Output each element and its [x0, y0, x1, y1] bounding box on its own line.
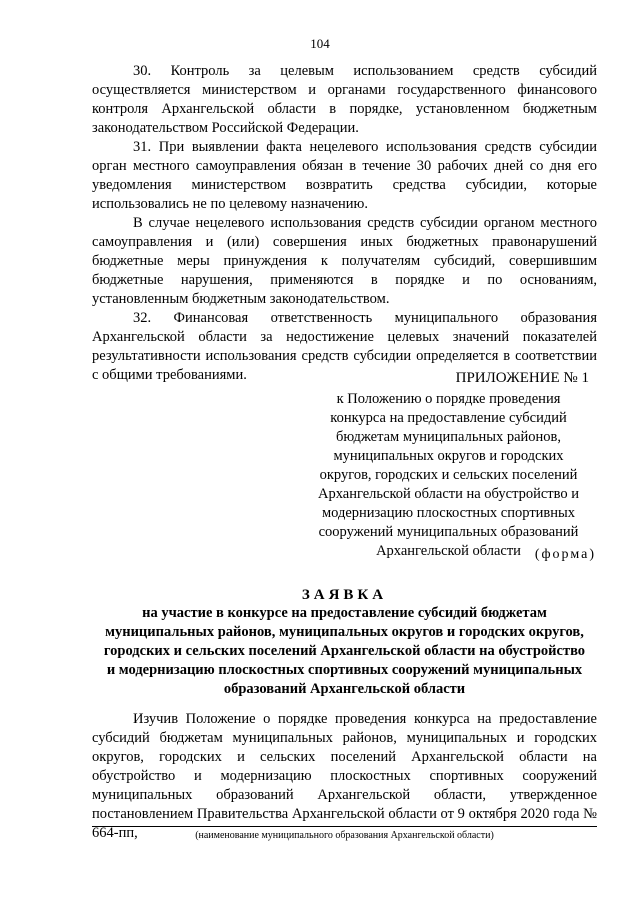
- appendix-line: конкурса на предоставление субсидий: [330, 410, 567, 426]
- appendix-line: Архангельской области на обустройство и: [318, 486, 579, 502]
- zayavka-subtitle: [92, 604, 597, 699]
- appendix-line: модернизацию плоскостных спортивных: [321, 505, 576, 521]
- zayavka-subtitle-line: и модернизацию плоскостных спортивных сооружений муниципальных: [106, 662, 583, 678]
- zayavka-title: ЗАЯВКА: [301, 587, 388, 603]
- appendix-line: сооружений муниципальных образований: [318, 524, 579, 540]
- zayavka-subtitle-line: муниципальных районов, муниципальных округов и городских округов,: [105, 624, 584, 640]
- appendix-line: к Положению о порядке проведения: [336, 391, 561, 407]
- zayavka-subtitle-line: на участие в конкурсе на предоставление субсидий бюджетам: [142, 605, 547, 621]
- paragraph-misuse: В случае нецелевого использования средств субсидии органом местного самоуправления и (или) совершения иных бюджетных правонарушений бюджетные меры принуждения к получателям субсидий, совершившим бюджетные нарушения, применяются в порядке и по основаниям, установленным бюджетным законодательством.: [92, 215, 597, 307]
- section-paragraphs: [92, 62, 597, 385]
- zayavka-subtitle-line: образований Архангельской области: [223, 681, 466, 697]
- appendix-line: бюджетам муниципальных районов,: [335, 429, 562, 445]
- body-paragraph-block: [92, 710, 597, 843]
- blank-line: [92, 826, 597, 827]
- body-paragraph: Изучив Положение о порядке проведения конкурса на предоставление субсидий бюджетам муниципальных районов, муниципальных и городских округов, городских и сельских поселений Архангельской области на обустройство и модернизацию плоскостных спортивных сооружений муниципальных образований Архангельской области, утвержденное постановлением Правительства Архангельской области от 9 октября 2020 года № 664-пп,: [92, 711, 597, 841]
- line-caption: (наименование муниципального образования Архангельской области): [195, 830, 494, 841]
- appendix-block: [300, 369, 597, 561]
- paragraph-30: 30. Контроль за целевым использованием средств субсидий осуществляется министерством и органами государственного финансового контроля Архангельской области в порядке, установленном бюджетным законодательством Российской Федерации.: [92, 63, 597, 136]
- paragraph-31: 31. При выявлении факта нецелевого использования средств субсидии орган местного самоуправления обязан в течение 30 рабочих дней со дня его уведомления министерством возвратить средства субсидии, которые использовались не по целевому назначению.: [92, 139, 597, 212]
- zayavka-subtitle-line: городских и сельских поселений Архангельской области на обустройство: [103, 643, 586, 659]
- appendix-line: округов, городских и сельских поселений: [319, 467, 578, 483]
- paragraph-32: 32. Финансовая ответственность муниципального образования Архангельской области за недостижение целевых значений показателей результативности использования средств субсидии определяется в соответствии с общими требованиями.: [92, 310, 597, 383]
- appendix-line: муниципальных округов и городских: [333, 448, 564, 464]
- appendix-heading: ПРИЛОЖЕНИЕ № 1: [455, 370, 589, 386]
- form-label: (форма): [534, 547, 596, 562]
- appendix-line: Архангельской области: [376, 543, 521, 559]
- page-number: 104: [310, 36, 330, 51]
